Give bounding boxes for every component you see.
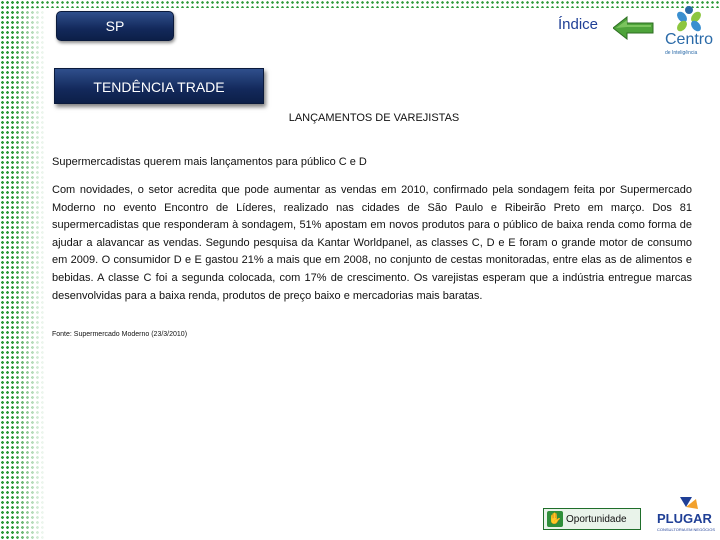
plugar-tagline: CONSULTORIA EM NEGÓCIOS [657,527,716,532]
opportunity-label: Oportunidade [566,513,627,525]
centro-logo-tagline: de Inteligência [665,50,698,56]
section-banner: TENDÊNCIA TRADE [54,68,264,104]
dotted-top-border [0,0,720,8]
plugar-wordmark: PLUGAR [657,511,712,526]
index-link[interactable]: Índice [558,16,599,33]
article-subtitle: Supermercadistas querem mais lançamentos para público C e D [52,156,367,168]
article-title: LANÇAMENTOS DE VAREJISTAS [288,112,460,124]
article-source: Fonte: Supermercado Moderno (23/3/2010) [52,331,188,338]
centro-logo-wordmark: Centro [665,31,714,48]
back-arrow-icon[interactable] [613,16,655,40]
hand-icon: ✋ [548,513,562,525]
dotted-left-border [0,0,46,540]
article-body: Com novidades, o setor acredita que pode aumentar as vendas em 2010, confirmado pela sondagem feita por Supermercado Moderno no evento Encontro de Líderes, realizado nas cidades de São Paulo e Ribeirão Preto em março. Dos 81 supermercadistas que responderam à sondagem, 51% apostam em novos produtos para o público de baixa renda como forma de ajudar a alavancar as vendas. Segundo pesquisa da Kantar Worldpanel, as classes C, D e E foram o grande motor de consumo em 2009. O consumidor D e E gastou 21% a mais que em 2008, no conjunto de cestas monitoradas, entre elas as de alimentos e bebidas. A classe C foi a segunda colocada, com 17% de crescimento. Os varejistas esperam que a indústria entregue marcas desenvolvidas para a baixa renda, produtos de preço baixo e mercadorias mais baratas. [52,184,692,302]
opportunity-button[interactable] [543,508,641,530]
region-badge: SP [56,11,174,41]
